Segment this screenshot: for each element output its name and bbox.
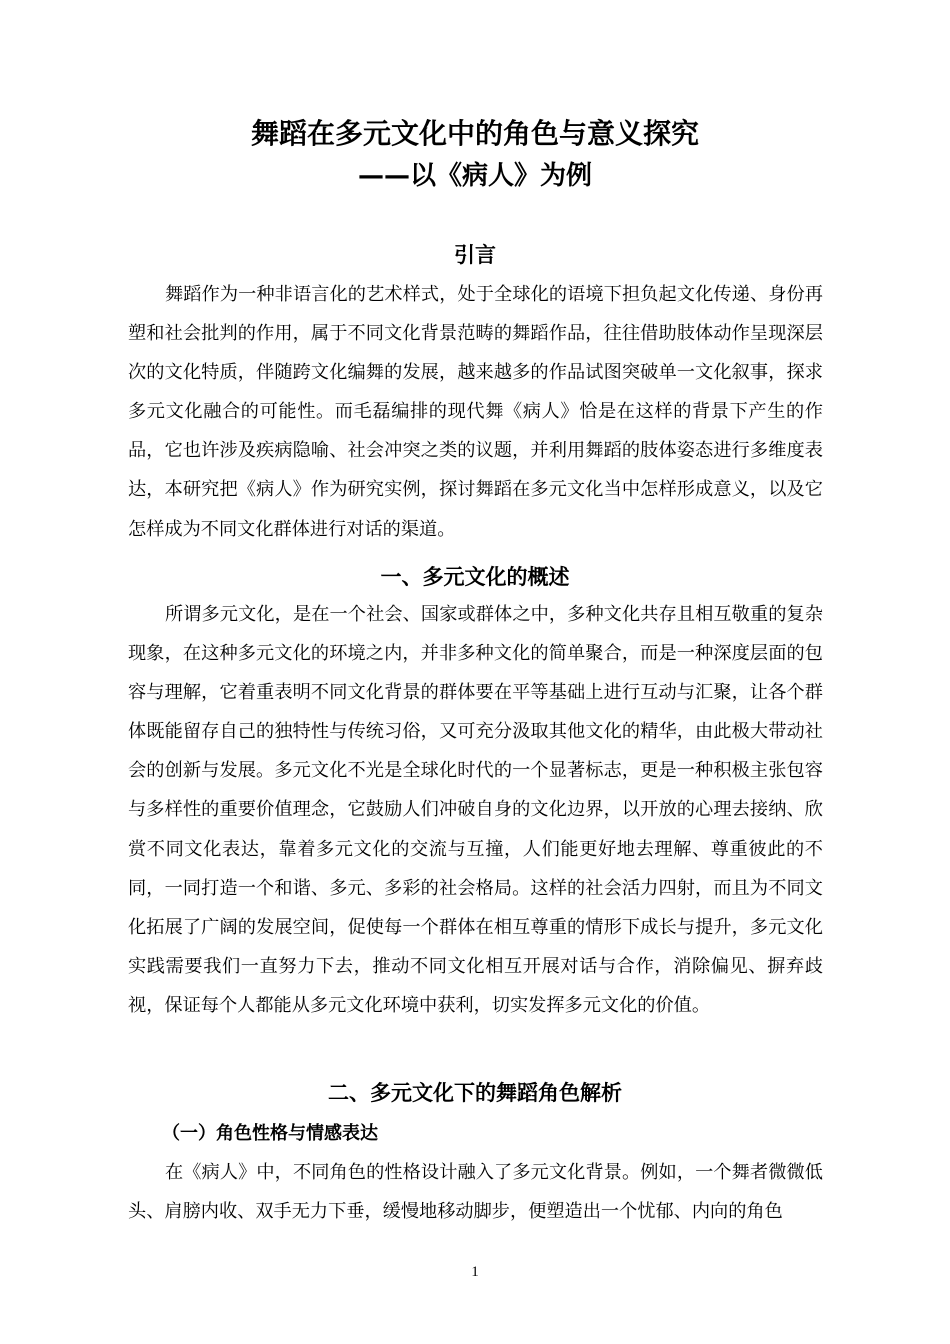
paragraph-introduction: 舞蹈作为一种非语言化的艺术样式，处于全球化的语境下担负起文化传递、身份再塑和社会批判的作用，属于不同文化背景范畴的舞蹈作品，往往借助肢体动作呈现深层次的文化特质，伴随跨文化编舞的发展，越来越多的作品试图突破单一文化叙事，探求多元文化融合的可能性。而毛磊编排的现代舞《病人》恰是在这样的背景下产生的作品，它也许涉及疾病隐喻、社会冲突之类的议题，并利用舞蹈的肢体姿态进行多维度表达，本研究把《病人》作为研究实例，探讨舞蹈在多元文化当中怎样形成意义，以及它怎样成为不同文化群体进行对话的渠道。 xyxy=(128,284,823,540)
page-number: 1 xyxy=(471,1264,479,1280)
subsection-heading-character-emotion: （一）角色性格与情感表达 xyxy=(162,1123,378,1144)
paragraph-character-emotion: 在《病人》中，不同角色的性格设计融入了多元文化背景。例如，一个舞者微微低头、肩膀内收、双手无力下垂，缓慢地移动脚步，便塑造出一个忧郁、内向的角色 xyxy=(128,1162,823,1223)
section-heading-dance-role-analysis: 二、多元文化下的舞蹈角色解析 xyxy=(328,1081,622,1105)
section-heading-introduction: 引言 xyxy=(454,243,496,267)
section-heading-multiculturalism-overview: 一、多元文化的概述 xyxy=(380,565,570,589)
document-title: 舞蹈在多元文化中的角色与意义探究 xyxy=(250,117,699,150)
paragraph-multiculturalism-overview: 所谓多元文化，是在一个社会、国家或群体之中，多种文化共存且相互敬重的复杂现象，在这种多元文化的环境之内，并非多种文化的简单聚合，而是一种深度层面的包容与理解，它着重表明不同文化背景的群体要在平等基础上进行互动与汇聚，让各个群体既能留存自己的独特性与传统习俗，又可充分汲取其他文化的精华，由此极大带动社会的创新与发展。多元文化不光是全球化时代的一个显著标志，更是一种积极主张包容与多样性的重要价值理念，它鼓励人们冲破自身的文化边界，以开放的心理去接纳、欣赏不同文化表达，靠着多元文化的交流与互撞，人们能更好地去理解、尊重彼此的不同，一同打造一个和谐、多元、多彩的社会格局。这样的社会活力四射，而且为不同文化拓展了广阔的发展空间，促使每一个群体在相互尊重的情形下成长与提升，多元文化实践需要我们一直努力下去，推动不同文化相互开展对话与合作，消除偏见、摒弃歧视，保证每个人都能从多元文化环境中获利，切实发挥多元文化的价值。 xyxy=(128,604,823,1016)
document-subtitle: ——以《病人》为例 xyxy=(357,161,592,191)
